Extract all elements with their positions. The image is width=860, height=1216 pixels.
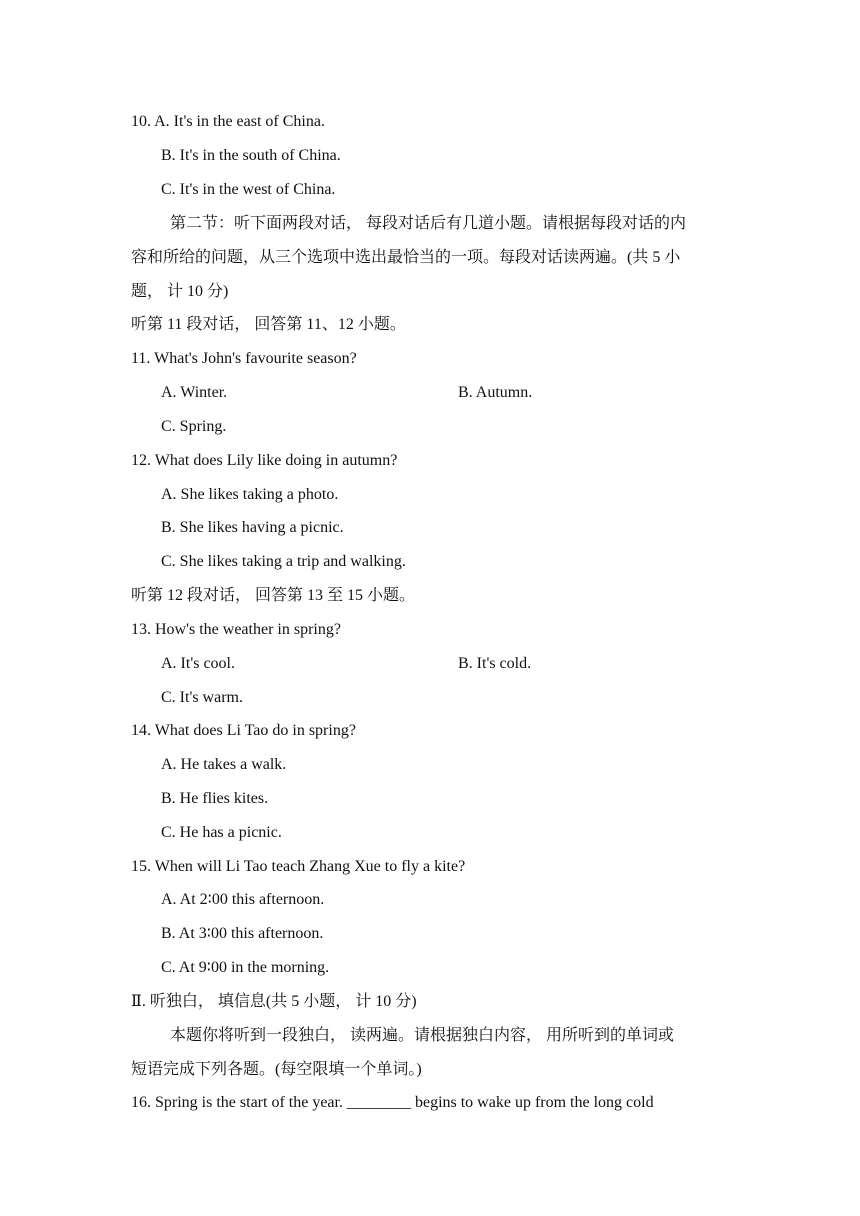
question-12-option-b: B. She likes having a picnic. — [161, 519, 344, 536]
dialogue-11-heading: 听第 11 段对话， 回答第 11、12 小题。 — [131, 316, 406, 333]
question-12-option-a: A. She likes taking a photo. — [161, 486, 339, 503]
question-14-option-a: A. He takes a walk. — [161, 756, 287, 773]
part-2-heading: Ⅱ. 听独白， 填信息(共 5 小题， 计 10 分) — [131, 993, 417, 1010]
dialogue-12-heading: 听第 12 段对话， 回答第 13 至 15 小题。 — [131, 587, 416, 604]
question-10-option-b: B. It's in the south of China. — [161, 147, 341, 164]
question-10-option-a: 10. A. It's in the east of China. — [131, 113, 325, 130]
question-13: 13. How's the weather in spring? — [131, 621, 341, 638]
section-2-instruction-line-3: 题， 计 10 分) — [131, 283, 229, 300]
question-14: 14. What does Li Tao do in spring? — [131, 722, 356, 739]
question-13-option-a: A. It's cool. — [161, 655, 235, 672]
question-13-option-b: B. It's cold. — [458, 655, 532, 672]
question-13-option-c: C. It's warm. — [161, 689, 243, 706]
question-16: 16. Spring is the start of the year. ________ begins to wake up from the long cold — [131, 1094, 654, 1111]
question-14-option-c: C. He has a picnic. — [161, 824, 282, 841]
question-11: 11. What's John's favourite season? — [131, 350, 357, 367]
question-15-option-a: A. At 2∶00 this afternoon. — [161, 891, 325, 908]
question-12-option-c: C. She likes taking a trip and walking. — [161, 553, 406, 570]
question-11-option-a: A. Winter. — [161, 384, 228, 401]
question-14-option-b: B. He flies kites. — [161, 790, 269, 807]
section-2-instruction-line-2: 容和所给的问题，从三个选项中选出最恰当的一项。每段对话读两遍。(共 5 小 — [131, 249, 681, 266]
question-15-option-c: C. At 9∶00 in the morning. — [161, 959, 330, 976]
question-11-option-b: B. Autumn. — [458, 384, 533, 401]
question-15-option-b: B. At 3∶00 this afternoon. — [161, 925, 324, 942]
part-2-instruction-line-1: 本题你将听到一段独白， 读两遍。请根据独白内容， 用所听到的单词或 — [170, 1027, 675, 1044]
question-11-option-c: C. Spring. — [161, 418, 227, 435]
question-10-option-c: C. It's in the west of China. — [161, 181, 336, 198]
section-2-instruction-line-1: 第二节：听下面两段对话， 每段对话后有几道小题。请根据每段对话的内 — [170, 215, 687, 232]
part-2-instruction-line-2: 短语完成下列各题。(每空限填一个单词。) — [131, 1061, 422, 1078]
question-15: 15. When will Li Tao teach Zhang Xue to fly a kite? — [131, 858, 466, 875]
question-12: 12. What does Lily like doing in autumn? — [131, 452, 398, 469]
